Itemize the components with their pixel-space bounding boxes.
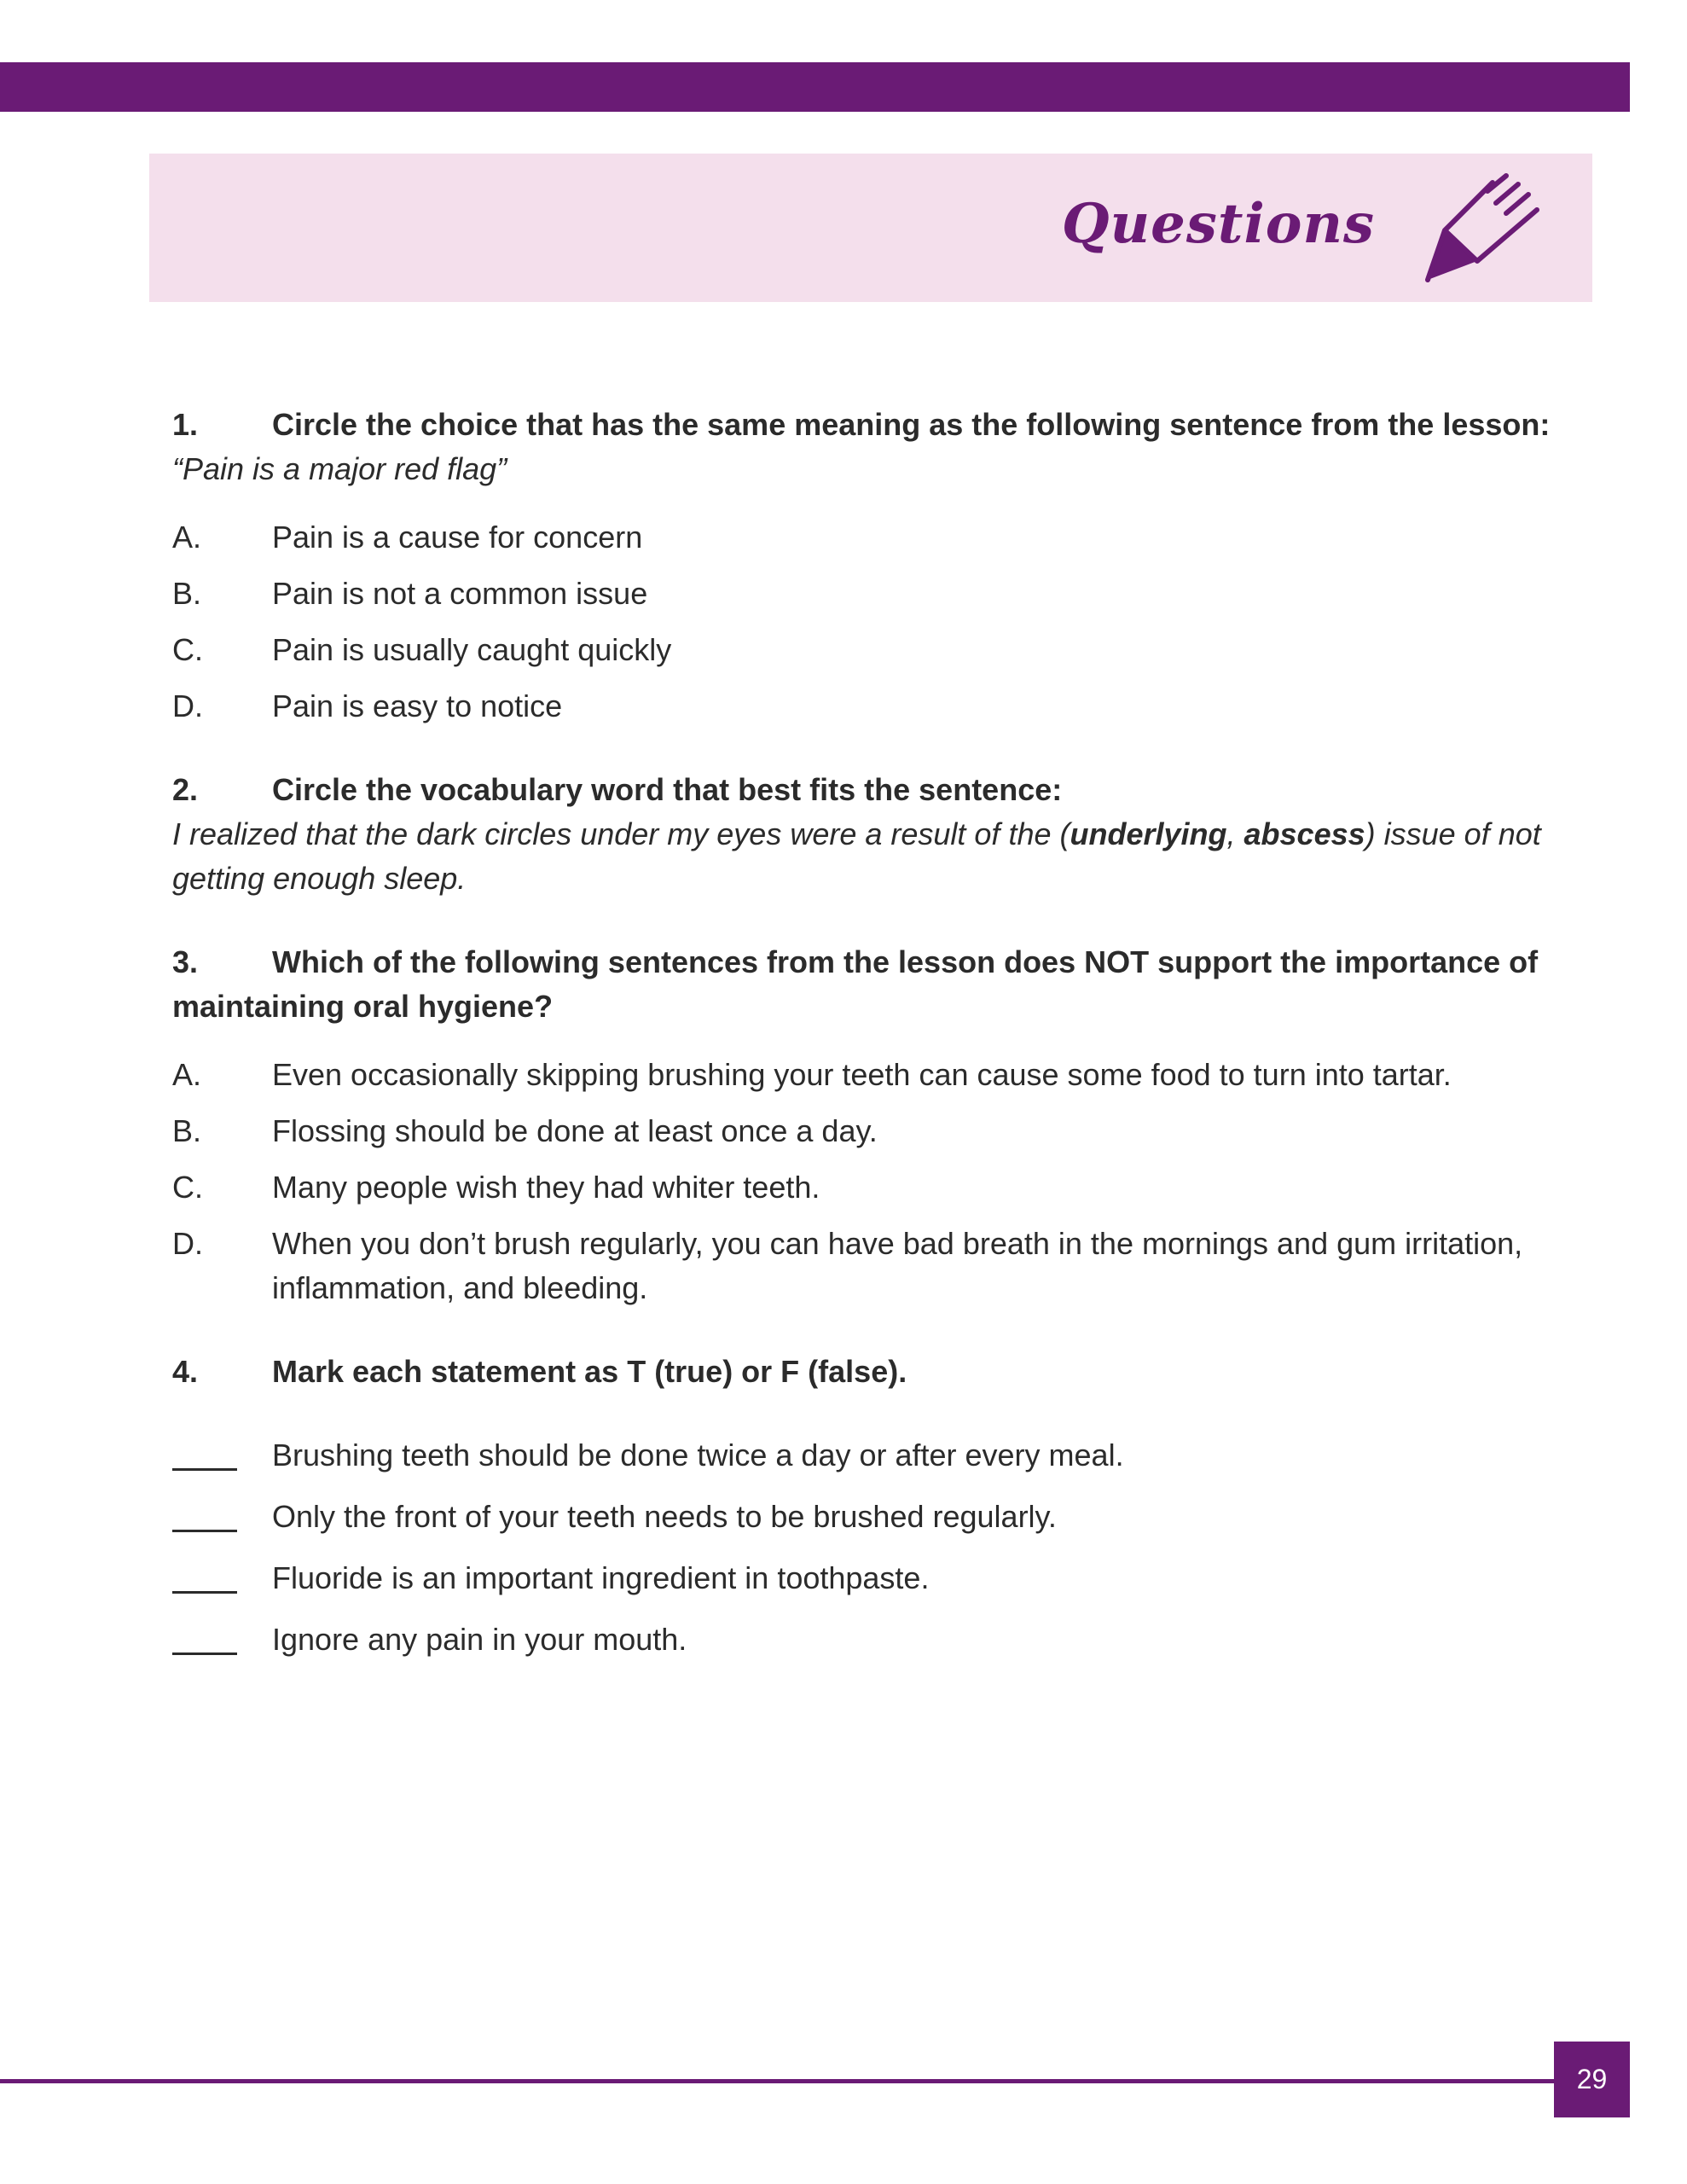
- question-prompt: Mark each statement as T (true) or F (false).: [272, 1354, 907, 1389]
- question-prompt: Which of the following sentences from the lesson does NOT support the importance of: [272, 944, 1539, 979]
- option-d[interactable]: [172, 684, 1580, 729]
- option-a[interactable]: [172, 1053, 1580, 1097]
- option-text: Pain is easy to notice: [272, 688, 563, 723]
- answer-blank[interactable]: [172, 1530, 237, 1532]
- question-prompt-continued: maintaining oral hygiene?: [172, 989, 554, 1024]
- option-text: Many people wish they had whiter teeth.: [272, 1170, 820, 1205]
- question-prompt: Circle the choice that has the same meaning as the following sentence from the lesson:: [272, 407, 1551, 442]
- question-1-quote: “Pain is a major red flag”: [172, 451, 507, 486]
- option-letter: B.: [172, 576, 202, 611]
- option-letter: C.: [172, 632, 203, 667]
- statement-text: Fluoride is an important ingredient in toothpaste.: [272, 1560, 930, 1595]
- section-title: Questions: [1061, 192, 1375, 256]
- option-text: When you don’t brush regularly, you can have bad breath in the mornings and gum irritation, inflammation, and bleeding.: [272, 1226, 1523, 1305]
- question-3-heading: [172, 940, 1580, 985]
- questions-content: [172, 403, 1580, 1662]
- choice-separator: ,: [1226, 816, 1244, 851]
- question-2-sentence: [172, 812, 1580, 901]
- true-false-item: [172, 1433, 1580, 1478]
- option-text: Pain is usually caught quickly: [272, 632, 672, 667]
- option-b[interactable]: [172, 1109, 1580, 1153]
- answer-blank[interactable]: [172, 1591, 237, 1594]
- option-letter: B.: [172, 1113, 202, 1148]
- answer-blank[interactable]: [172, 1468, 237, 1471]
- option-text: Pain is a cause for concern: [272, 520, 643, 555]
- pencil-icon: [1417, 169, 1545, 288]
- question-1-heading: [172, 403, 1580, 447]
- question-number: 2.: [172, 772, 199, 807]
- top-accent-bar: [0, 62, 1630, 112]
- option-letter: A.: [172, 520, 202, 555]
- question-4-heading: [172, 1350, 1580, 1394]
- question-number: 1.: [172, 407, 199, 442]
- question-2-heading: [172, 768, 1580, 812]
- statement-text: Brushing teeth should be done twice a day or after every meal.: [272, 1438, 1124, 1472]
- option-letter: D.: [172, 688, 203, 723]
- option-text: Flossing should be done at least once a day.: [272, 1113, 878, 1148]
- option-c[interactable]: [172, 628, 1580, 672]
- option-letter: A.: [172, 1057, 202, 1092]
- statement-text: Only the front of your teeth needs to be brushed regularly.: [272, 1499, 1057, 1534]
- page-number: 29: [1554, 2042, 1630, 2117]
- question-number: 3.: [172, 944, 199, 979]
- true-false-item: [172, 1556, 1580, 1600]
- sentence-end: ) issue of not getting enough sleep.: [172, 816, 1541, 896]
- option-b[interactable]: [172, 572, 1580, 616]
- sentence-start: I realized that the dark circles under my eyes were a result of the (: [172, 816, 1070, 851]
- true-false-item: [172, 1618, 1580, 1662]
- question-prompt: Circle the vocabulary word that best fits the sentence:: [272, 772, 1063, 807]
- option-text: Pain is not a common issue: [272, 576, 648, 611]
- footer-divider: [0, 2079, 1561, 2083]
- vocab-choice-underlying[interactable]: underlying: [1070, 816, 1227, 851]
- option-text: Even occasionally skipping brushing your teeth can cause some food to turn into tartar.: [272, 1057, 1452, 1092]
- option-letter: D.: [172, 1226, 203, 1261]
- statement-text: Ignore any pain in your mouth.: [272, 1622, 687, 1657]
- section-header: [149, 154, 1592, 302]
- true-false-item: [172, 1495, 1580, 1539]
- vocab-choice-abscess[interactable]: abscess: [1244, 816, 1365, 851]
- option-a[interactable]: [172, 515, 1580, 560]
- option-c[interactable]: [172, 1165, 1580, 1210]
- option-d[interactable]: [172, 1222, 1580, 1310]
- question-number: 4.: [172, 1354, 199, 1389]
- option-letter: C.: [172, 1170, 203, 1205]
- answer-blank[interactable]: [172, 1653, 237, 1655]
